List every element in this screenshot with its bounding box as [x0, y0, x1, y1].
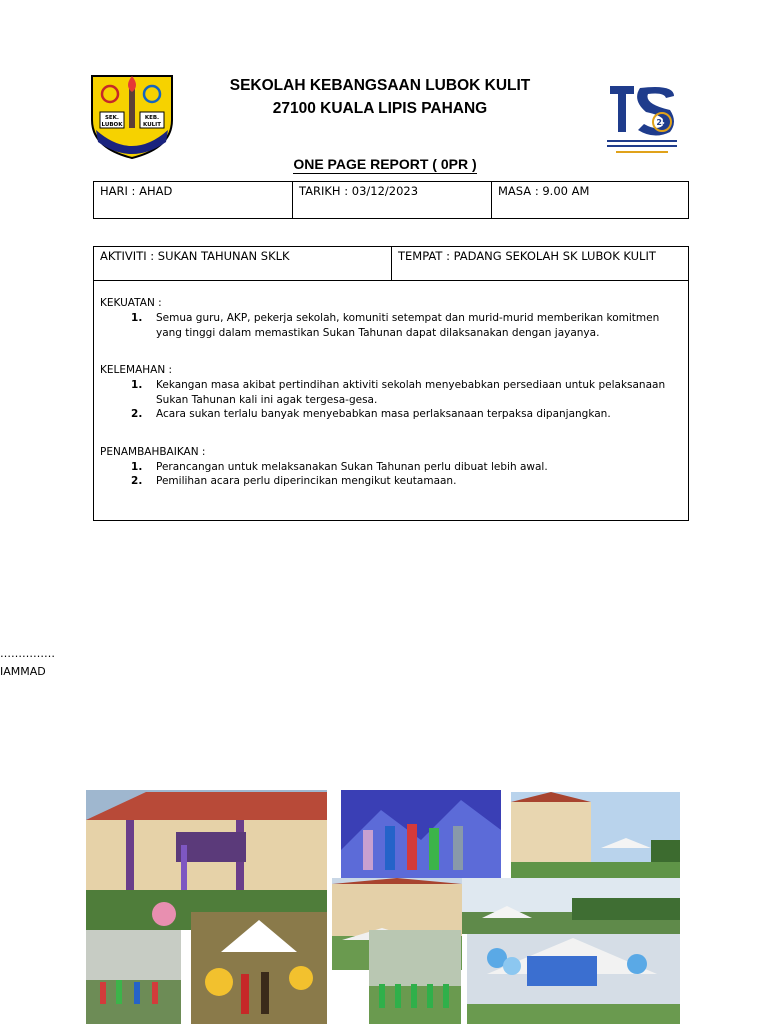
signature-dots: …………… — [0, 647, 55, 660]
penambahbaikan-section — [94, 446, 688, 489]
info-table — [93, 181, 689, 219]
photo-decorated-crowd — [191, 912, 327, 1024]
penambahbaikan-label: PENAMBAHBAIKAN : — [100, 445, 206, 458]
photo-collage — [86, 790, 680, 1024]
aktiviti-cell: AKTIVITI : SUKAN TAHUNAN SKLK — [94, 247, 392, 280]
masa-cell: MASA : 9.00 AM — [492, 182, 689, 219]
list-item: 1. Perancangan untuk melaksanakan Sukan Tahunan perlu dibuat lebih awal. — [146, 460, 688, 475]
photo-backdrop-group — [341, 790, 501, 878]
photo-tent-panorama — [462, 878, 680, 934]
report-box — [93, 246, 689, 521]
school-name-line1: SEKOLAH KEBANGSAAN LUBOK KULIT — [229, 77, 531, 94]
kekuatan-label: KEKUATAN : — [100, 297, 162, 309]
report-title — [270, 156, 500, 172]
tarikh-cell: TARIKH : 03/12/2023 — [293, 182, 492, 219]
svg-text:KULIT: KULIT — [143, 122, 161, 128]
kelemahan-section — [94, 364, 688, 422]
list-item: 2. Acara sukan terlalu banyak menyebabkan masa perlaksanaan terpaksa dipanjangkan. — [146, 407, 688, 422]
kelemahan-list — [94, 378, 688, 422]
school-address-line2: 27100 KUALA LIPIS PAHANG — [272, 100, 488, 117]
tempat-cell: TEMPAT : PADANG SEKOLAH SK LUBOK KULIT — [398, 249, 656, 263]
photo-blue-balloons — [467, 934, 680, 1024]
photo-misty-field — [86, 930, 181, 1024]
signature-name: IAMMAD — [0, 665, 46, 678]
svg-text:LUBOK: LUBOK — [101, 122, 123, 128]
photo-stage-building — [86, 790, 327, 930]
kelemahan-label: KELEMAHAN : — [100, 364, 173, 376]
list-item: 2. Pemilihan acara perlu diperincikan mengikut keutamaan. — [146, 474, 688, 489]
list-item: 1. Semua guru, AKP, pekerja sekolah, komuniti setempat dan murid-murid memberikan komitmen yang tinggi dalam memastikan Sukan Tahunan dapat dilaksanakan dengan jayanya. — [146, 311, 688, 340]
ts25-logo — [604, 80, 680, 158]
svg-text:KEB.: KEB. — [144, 115, 160, 121]
list-item: 1. Kekangan masa akibat pertindihan aktiviti sekolah menyebabkan persediaan untuk pelaksanaan Sukan Tahunan kali ini agak tergesa-gesa. — [146, 378, 688, 407]
svg-text:25: 25 — [656, 118, 668, 127]
hari-cell: HARI : AHAD — [94, 182, 293, 219]
school-crest-logo — [86, 70, 178, 160]
activity-header-row — [94, 247, 688, 281]
kekuatan-section — [94, 297, 688, 340]
svg-text:SEK.: SEK. — [104, 115, 120, 121]
school-name — [190, 74, 570, 120]
penambahbaikan-list — [94, 460, 688, 489]
photo-school-building — [511, 792, 680, 878]
photo-green-team — [369, 930, 461, 1024]
kekuatan-list — [94, 311, 688, 340]
report-title-text: ONE PAGE REPORT ( 0PR ) — [293, 156, 477, 172]
